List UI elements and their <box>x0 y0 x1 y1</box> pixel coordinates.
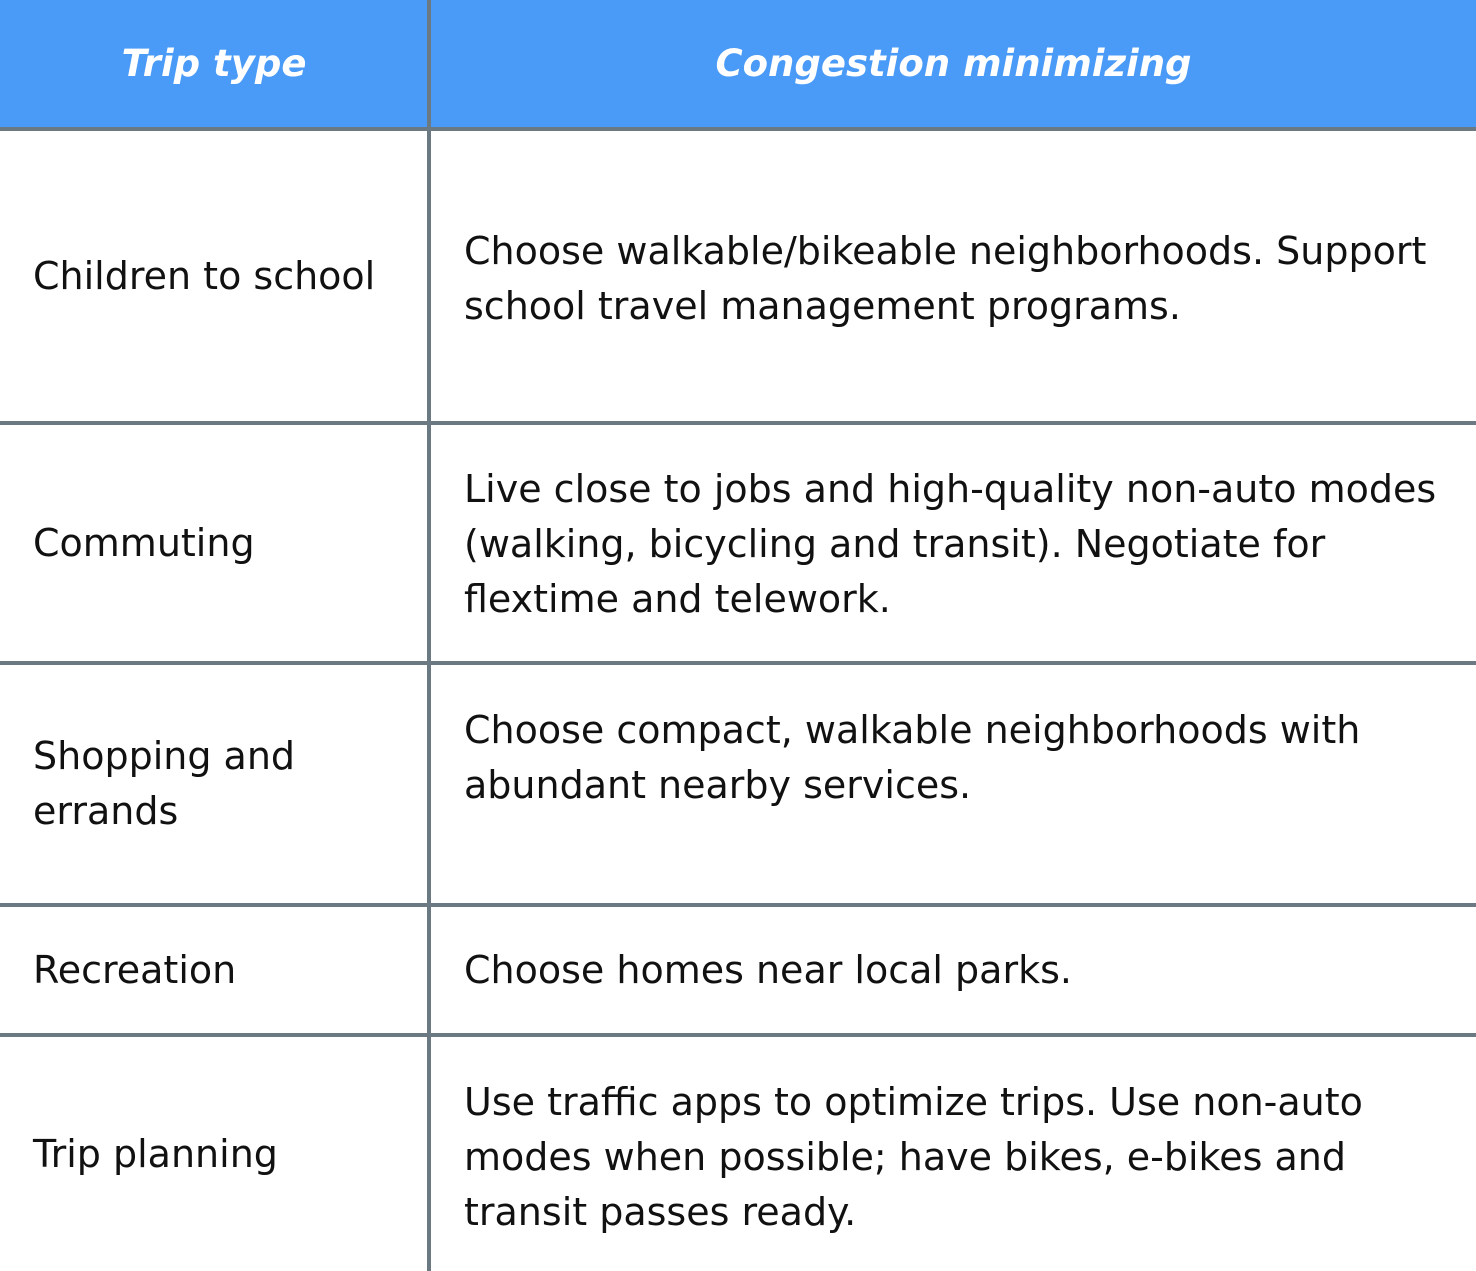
table-row <box>0 131 1476 421</box>
row-divider <box>0 661 1476 665</box>
table-row <box>0 665 1476 903</box>
table-row <box>0 425 1476 661</box>
trip-type-cell: Children to school <box>33 253 376 298</box>
trip-type-cell: Shopping and errands <box>33 734 296 833</box>
congestion-cell: Live close to jobs and high-quality non-auto modes (walking, bicycling and transit). Negotiate for flextime and telework. <box>464 467 1437 621</box>
congestion-cell: Choose walkable/bikeable neighborhoods. Support school travel management programs. <box>464 229 1427 328</box>
table-row <box>0 1037 1476 1271</box>
trip-type-cell: Commuting <box>33 520 255 565</box>
table-row <box>0 907 1476 1033</box>
congestion-cell: Choose homes near local parks. <box>464 948 1072 992</box>
table-header <box>0 0 1476 127</box>
row-divider <box>0 127 1476 131</box>
trip-type-cell: Trip planning <box>33 1131 278 1176</box>
row-divider <box>0 1033 1476 1037</box>
row-divider <box>0 903 1476 907</box>
column-divider <box>427 0 431 1271</box>
row-divider <box>0 421 1476 425</box>
trip-type-cell: Recreation <box>33 947 237 992</box>
header-trip-type: Trip type <box>121 42 307 85</box>
header-congestion-minimizing: Congestion minimizing <box>715 42 1192 85</box>
congestion-cell: Choose compact, walkable neighborhoods with abundant nearby services. <box>464 708 1361 807</box>
congestion-cell: Use traffic apps to optimize trips. Use non-auto modes when possible; have bikes, e-bikes and transit passes ready. <box>464 1080 1363 1234</box>
